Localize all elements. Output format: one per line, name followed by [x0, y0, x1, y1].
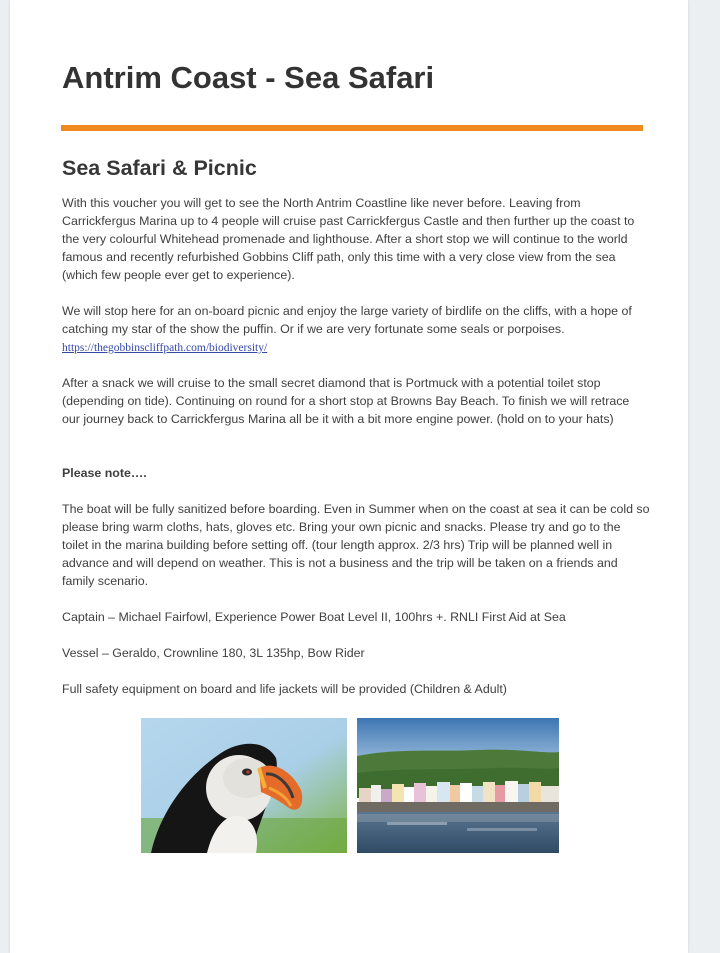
biodiversity-link[interactable]: https://thegobbinscliffpath.com/biodiversity/ — [62, 342, 268, 354]
paragraph-picnic — [62, 302, 650, 357]
paragraph-notes: The boat will be fully sanitized before boarding. Even in Summer when on the coast at sea it can be cold so please bring warm cloths, hats, gloves etc. Bring your own picnic and snacks. Please try and go to the toilet in the marina building before setting off. (tour length approx. 2/3 hrs) Trip will be planned well in advance and will depend on weather. This is not a business and the trip will be taken on a friends and family scenario. — [62, 502, 650, 588]
puffin-photo — [141, 718, 347, 853]
harbour-village-photo — [357, 718, 559, 853]
please-note-heading: Please note…. — [62, 466, 147, 480]
captain-line: Captain – Michael Fairfowl, Experience Power Boat Level II, 100hrs +. RNLI First Aid at Sea — [62, 610, 566, 624]
document-page — [10, 0, 688, 953]
paragraph-route: After a snack we will cruise to the small secret diamond that is Portmuck with a potential toilet stop (depending on tide). Continuing on round for a short stop at Browns Bay Beach. To finish we will retrace our journey back to Carrickfergus Marina all be it with a bit more engine power. (hold on to your hats) — [62, 376, 630, 426]
vessel-line: Vessel – Geraldo, Crownline 180, 3L 135hp, Bow Rider — [62, 646, 365, 660]
title-underline-rule — [61, 125, 643, 131]
document-title: Antrim Coast - Sea Safari — [62, 60, 435, 95]
paragraph-intro: With this voucher you will get to see the North Antrim Coastline like never before. Leaving from Carrickfergus Marina up to 4 people will cruise past Carrickfergus Castle and then further up the coast to the very colourful Whitehead promenade and lighthouse. After a short stop we will continue to the world famous and recently refurbished Gobbins Cliff path, only this time with a very close view from the sea (which few people ever get to experience). — [62, 196, 635, 282]
section-heading: Sea Safari & Picnic — [62, 156, 257, 180]
safety-line: Full safety equipment on board and life jackets will be provided (Children & Adult) — [62, 682, 507, 696]
paragraph-picnic-text: We will stop here for an on-board picnic and enjoy the large variety of birdlife on the cliffs, with a hope of catching my star of the show the puffin. Or if we are very fortunate some seals or porpoises. — [62, 304, 632, 336]
